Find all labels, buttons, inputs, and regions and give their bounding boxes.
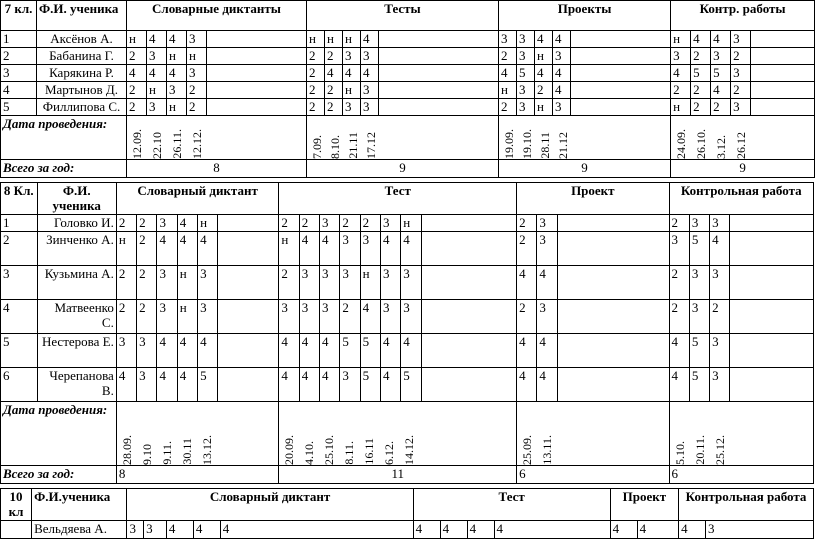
grade-cell: 3 <box>710 266 730 300</box>
grade-cell: 3 <box>361 82 379 99</box>
date-value: 19.09. <box>502 129 517 159</box>
grade-cell: 3 <box>343 99 361 116</box>
date-value: 20.11. <box>692 435 707 465</box>
grade-cell: 3 <box>340 232 360 266</box>
grade-cell: 4 <box>193 521 220 539</box>
student-name: Карякина Р. <box>37 65 127 82</box>
grade-cell: 2 <box>731 82 751 99</box>
name-header: Ф.И.ученика <box>32 489 127 521</box>
grade-cell: н <box>307 31 325 48</box>
grade-cell: 2 <box>340 300 360 334</box>
grade-cell: н <box>177 300 197 334</box>
date-value: 13.11. <box>540 435 555 465</box>
grade-cell: 4 <box>380 232 400 266</box>
grade-cell: 2 <box>137 300 157 334</box>
class-header: 10 кл <box>1 489 32 521</box>
student-name: Матвеенко С. <box>37 300 116 334</box>
grade-cell: 4 <box>299 368 319 402</box>
grade-cell: 4 <box>320 334 340 368</box>
row-number: 1 <box>1 31 37 48</box>
grade-cell: 4 <box>360 300 380 334</box>
date-value: 4.10. <box>302 441 317 465</box>
grade-cell: 4 <box>517 334 537 368</box>
date-value: 6.12. <box>382 441 397 465</box>
table-row <box>1 368 814 402</box>
grade-cell: 2 <box>710 300 730 334</box>
date-value: 9.11. <box>159 441 174 465</box>
student-name: Мартынов Д. <box>37 82 127 99</box>
date-value: 17.12 <box>364 132 378 159</box>
tests-header: Тест <box>413 489 610 521</box>
grade-cell: 2 <box>307 82 325 99</box>
student-name: Зинченко А. <box>37 232 116 266</box>
grade-cell: 2 <box>187 99 207 116</box>
grade-cell: 3 <box>320 300 340 334</box>
grade-cell: 2 <box>116 266 136 300</box>
grade-cell: 3 <box>167 82 187 99</box>
grade-cell: 2 <box>299 215 319 232</box>
grade-cell: 2 <box>671 82 691 99</box>
grade-cell: 5 <box>198 368 218 402</box>
grade-cell: н <box>535 99 553 116</box>
total-label: Всего за год: <box>1 466 117 484</box>
grade-cell: 2 <box>127 48 147 65</box>
grade-cell: 4 <box>679 521 706 539</box>
grade-cell: 3 <box>710 215 730 232</box>
grade-cell: 3 <box>340 368 360 402</box>
grade-cell: 4 <box>380 368 400 402</box>
grade-cell: 2 <box>307 48 325 65</box>
grade-cell: 2 <box>116 300 136 334</box>
class-header: 8 Кл. <box>1 183 38 215</box>
date-value: 24.09. <box>674 129 689 159</box>
grade-cell: 3 <box>320 215 340 232</box>
grade-cell: 2 <box>325 48 343 65</box>
grade-cell: 3 <box>689 215 709 232</box>
grade-cell: 4 <box>299 232 319 266</box>
date-value: 13.12. <box>199 435 214 465</box>
total-projects: 9 <box>499 160 671 178</box>
dict-header: Словарный диктант <box>116 183 279 215</box>
grade-cell: 2 <box>517 215 537 232</box>
grade-cell: 3 <box>137 368 157 402</box>
date-value: 26.10. <box>694 129 709 159</box>
grade-cell: 2 <box>307 99 325 116</box>
date-value: 8.11. <box>342 441 357 465</box>
grade-cell: 2 <box>731 48 751 65</box>
date-value: 5.10. <box>672 441 687 465</box>
grade-cell: 3 <box>517 82 535 99</box>
grade-cell: 3 <box>689 300 709 334</box>
grade-cell: 3 <box>157 300 177 334</box>
row-number: 4 <box>1 300 38 334</box>
student-name: Нестерова Е. <box>37 334 116 368</box>
grade-cell: 4 <box>467 521 494 539</box>
grade-cell: 3 <box>537 215 557 232</box>
grade-cell: н <box>187 48 207 65</box>
total-dict: 8 <box>127 160 307 178</box>
grade-cell: 2 <box>325 82 343 99</box>
date-value: 28.11 <box>538 132 553 159</box>
grade-cell: 3 <box>553 48 571 65</box>
grade-cell: 2 <box>691 99 711 116</box>
grade-cell: 3 <box>137 334 157 368</box>
grade-cell: 4 <box>711 31 731 48</box>
table-row <box>1 31 815 48</box>
grade-cell: 2 <box>499 99 517 116</box>
projects-header: Проекты <box>499 1 671 31</box>
total-kr: 6 <box>669 466 813 484</box>
grade-cell: 4 <box>669 368 689 402</box>
grade-cell: 4 <box>535 65 553 82</box>
grade-cell: 2 <box>691 82 711 99</box>
grade-cell: 4 <box>610 521 637 539</box>
grade-cell: 2 <box>137 232 157 266</box>
grade-cell: 4 <box>279 334 299 368</box>
grade-cell: 2 <box>711 99 731 116</box>
grade-cell: 4 <box>553 31 571 48</box>
table-row <box>1 99 815 116</box>
grade-cell: 4 <box>279 368 299 402</box>
grade-cell: 4 <box>320 232 340 266</box>
grade-cell: 3 <box>380 300 400 334</box>
grade-cell: н <box>343 82 361 99</box>
date-value: 26.12 <box>734 132 749 159</box>
grade-cell: 3 <box>731 99 751 116</box>
grade-cell: 2 <box>116 215 136 232</box>
grade-cell: 4 <box>157 368 177 402</box>
grade-cell: н <box>325 31 343 48</box>
grade-cell: 2 <box>307 65 325 82</box>
grade-cell: 4 <box>116 368 136 402</box>
grade-cell: 3 <box>187 65 207 82</box>
student-name: Головко И. <box>37 215 116 232</box>
row-number: 2 <box>1 48 37 65</box>
tests-header: Тесты <box>307 1 499 31</box>
student-name: Вельдяева А. <box>32 521 127 539</box>
grade-cell: 2 <box>325 99 343 116</box>
grade-cell: 4 <box>553 65 571 82</box>
date-value: 21.12 <box>556 132 571 159</box>
grade-cell: 3 <box>147 48 167 65</box>
table-row <box>1 232 814 266</box>
total-dict: 8 <box>116 466 279 484</box>
grade-cell: н <box>127 31 147 48</box>
dict-header: Словарный диктант <box>127 489 413 521</box>
grade-cell: 4 <box>198 334 218 368</box>
grade-cell: 4 <box>671 65 691 82</box>
grade-cell: н <box>343 31 361 48</box>
grade-cell: 4 <box>517 368 537 402</box>
grade-cell: 5 <box>360 368 380 402</box>
grade-cell: 3 <box>689 266 709 300</box>
grade-cell: 3 <box>537 300 557 334</box>
grade-cell: н <box>360 266 380 300</box>
row-number: 2 <box>1 232 38 266</box>
table-row <box>1 82 815 99</box>
total-tests: 11 <box>279 466 517 484</box>
grade-cell: 2 <box>669 266 689 300</box>
grade-cell: 3 <box>499 31 517 48</box>
row-number: 5 <box>1 334 38 368</box>
grade-cell: 4 <box>325 65 343 82</box>
grade-cell: 4 <box>177 232 197 266</box>
grade-cell: 4 <box>177 368 197 402</box>
table-row <box>1 266 814 300</box>
kr-header: Контрольная работа <box>669 183 813 215</box>
grade-cell: 2 <box>137 215 157 232</box>
table-row <box>1 334 814 368</box>
date-value: 22.10 <box>150 132 164 159</box>
date-value: 21.11 <box>346 132 360 159</box>
total-tests: 9 <box>307 160 499 178</box>
grade-cell: 2 <box>279 266 299 300</box>
grade-cell: 4 <box>127 65 147 82</box>
grade-cell: 4 <box>535 31 553 48</box>
grade-cell: 5 <box>340 334 360 368</box>
grade-cell: 4 <box>669 334 689 368</box>
grade-cell: 2 <box>127 82 147 99</box>
name-header: Ф.И. ученика <box>37 183 116 215</box>
grade-cell: 2 <box>535 82 553 99</box>
row-number: 6 <box>1 368 38 402</box>
grade-cell: н <box>167 99 187 116</box>
grade-cell: 4 <box>553 82 571 99</box>
grade-cell: 4 <box>499 65 517 82</box>
grade-cell: 3 <box>731 65 751 82</box>
grade-cell: 3 <box>299 300 319 334</box>
row-number: 5 <box>1 99 37 116</box>
grade-cell: 2 <box>691 48 711 65</box>
date-value: 8.10. <box>328 135 342 159</box>
kr-header: Контр. работы <box>671 1 815 31</box>
grade-cell: 2 <box>127 99 147 116</box>
grade-cell: 4 <box>401 334 421 368</box>
grade-cell: 3 <box>127 521 144 539</box>
grade-cell: 4 <box>691 31 711 48</box>
grade-cell: 5 <box>401 368 421 402</box>
grade-cell: 4 <box>361 65 379 82</box>
grade-cell: н <box>499 82 517 99</box>
grade-cell: 3 <box>669 232 689 266</box>
dict-header: Словарные диктанты <box>127 1 307 31</box>
date-value: 9.10 <box>139 444 154 465</box>
table-row <box>1 521 814 539</box>
grade-cell: 5 <box>689 334 709 368</box>
grade-cell: 5 <box>689 368 709 402</box>
grade-cell: 3 <box>706 521 814 539</box>
grade-cell: 3 <box>198 266 218 300</box>
grade-cell: 3 <box>147 99 167 116</box>
total-label: Всего за год: <box>1 160 127 178</box>
grade-cell: 4 <box>320 368 340 402</box>
grade-cell: 4 <box>343 65 361 82</box>
table-row <box>1 65 815 82</box>
date-value: 25.09. <box>520 435 535 465</box>
grade-cell: н <box>177 266 197 300</box>
grade-cell: 3 <box>731 31 751 48</box>
grade-cell: 3 <box>380 215 400 232</box>
grade-cell: 4 <box>401 232 421 266</box>
grade7-table <box>0 0 815 178</box>
grade-cell: н <box>671 31 691 48</box>
grade-cell: 4 <box>537 266 557 300</box>
date-value: 12.09. <box>130 129 144 159</box>
grade-cell: 4 <box>220 521 413 539</box>
grade-cell: 3 <box>157 266 177 300</box>
date-value: 25.10. <box>322 435 337 465</box>
date-value: 26.11. <box>170 129 184 159</box>
grade-cell: 4 <box>177 215 197 232</box>
grade-cell: 3 <box>710 334 730 368</box>
grade-cell: 4 <box>157 334 177 368</box>
grade10-table <box>0 488 814 539</box>
grade-cell: 5 <box>691 65 711 82</box>
grade-cell: 2 <box>137 266 157 300</box>
grade-cell: 3 <box>360 232 380 266</box>
grade-cell: 2 <box>340 215 360 232</box>
grade-cell: 3 <box>671 48 691 65</box>
grade-cell: 5 <box>517 65 535 82</box>
grade-cell: 5 <box>711 65 731 82</box>
date-value: 20.09. <box>282 435 297 465</box>
row-number: 3 <box>1 65 37 82</box>
grade-cell: 3 <box>320 266 340 300</box>
grade-cell: 3 <box>340 266 360 300</box>
date-value: 25.12. <box>712 435 727 465</box>
kr-header: Контрольная работа <box>679 489 814 521</box>
table-row <box>1 300 814 334</box>
grade-cell: 3 <box>361 48 379 65</box>
date-value: 30.11 <box>179 438 194 465</box>
grade-cell: н <box>279 232 299 266</box>
grade-cell: н <box>401 215 421 232</box>
grade-cell: 3 <box>157 215 177 232</box>
date-value: 12.12. <box>190 129 204 159</box>
total-projects: 6 <box>517 466 669 484</box>
grade-cell: 4 <box>361 31 379 48</box>
grade-cell: 2 <box>517 300 537 334</box>
student-name: Филлипова С. <box>37 99 127 116</box>
grade-cell: 2 <box>499 48 517 65</box>
grade-cell: 3 <box>537 232 557 266</box>
grade-cell: 4 <box>711 82 731 99</box>
grade-cell: 4 <box>177 334 197 368</box>
grade-cell: 3 <box>380 266 400 300</box>
grade-cell: 3 <box>553 99 571 116</box>
grade-cell: 4 <box>710 232 730 266</box>
grade-cell: 3 <box>517 48 535 65</box>
date-label: Дата проведения: <box>1 116 127 160</box>
grade-cell: 4 <box>537 368 557 402</box>
grade-cell: н <box>671 99 691 116</box>
grade-cell: 2 <box>187 82 207 99</box>
name-header: Ф.И. ученика <box>37 1 127 31</box>
grade-cell: 3 <box>517 31 535 48</box>
grade8-table <box>0 182 814 484</box>
grade-cell: 4 <box>299 334 319 368</box>
grade-cell: 5 <box>360 334 380 368</box>
projects-header: Проект <box>517 183 669 215</box>
date-label: Дата проведения: <box>1 402 117 466</box>
student-name: Черепанова В. <box>37 368 116 402</box>
student-name: Аксёнов А. <box>37 31 127 48</box>
date-value: 28.09. <box>119 435 134 465</box>
table-row <box>1 215 814 232</box>
grade-cell: 4 <box>440 521 467 539</box>
class-header: 7 кл. <box>1 1 37 31</box>
grade-cell: 4 <box>637 521 678 539</box>
grade-cell: 3 <box>198 300 218 334</box>
date-value: 14.12. <box>402 435 417 465</box>
student-name: Бабанина Г. <box>37 48 127 65</box>
grade-cell: 4 <box>167 65 187 82</box>
row-number: 1 <box>1 215 38 232</box>
table-row <box>1 48 815 65</box>
grade-cell: 4 <box>167 31 187 48</box>
grade-cell: н <box>535 48 553 65</box>
date-value: 19.10. <box>520 129 535 159</box>
grade-cell: 4 <box>166 521 193 539</box>
grade-cell: 3 <box>144 521 167 539</box>
total-kr: 9 <box>671 160 815 178</box>
grade-cell: 3 <box>343 48 361 65</box>
grade-cell: н <box>116 232 136 266</box>
grade-cell: 4 <box>198 232 218 266</box>
grade-cell: 4 <box>380 334 400 368</box>
grade-cell: 3 <box>187 31 207 48</box>
grade-cell: 3 <box>517 99 535 116</box>
grade-cell: 3 <box>711 48 731 65</box>
grade-cell: 2 <box>669 300 689 334</box>
grade-cell: 4 <box>517 266 537 300</box>
student-name: Кузьмина А. <box>37 266 116 300</box>
row-number: 3 <box>1 266 38 300</box>
grade-cell: 4 <box>147 31 167 48</box>
date-value: 16.11 <box>362 438 377 465</box>
grade-cell: 3 <box>116 334 136 368</box>
grade-cell: 4 <box>537 334 557 368</box>
grade-cell: 4 <box>413 521 440 539</box>
tests-header: Тест <box>279 183 517 215</box>
grade-cell: н <box>147 82 167 99</box>
grade-cell: 2 <box>669 215 689 232</box>
grade-cell: 3 <box>401 300 421 334</box>
grade-cell: 4 <box>494 521 610 539</box>
grade-cell: 2 <box>517 232 537 266</box>
grade-cell: 3 <box>361 99 379 116</box>
grade-cell: 2 <box>360 215 380 232</box>
grade-cell: 4 <box>147 65 167 82</box>
grade-cell: 3 <box>401 266 421 300</box>
grade-cell: н <box>198 215 218 232</box>
grade-cell: 3 <box>299 266 319 300</box>
grade-cell: н <box>167 48 187 65</box>
grade-cell: 3 <box>279 300 299 334</box>
grade-cell: 5 <box>689 232 709 266</box>
row-number: 4 <box>1 82 37 99</box>
grade-cell: 4 <box>157 232 177 266</box>
projects-header: Проект <box>610 489 678 521</box>
date-value: 7.09. <box>310 135 324 159</box>
grade-cell: 2 <box>279 215 299 232</box>
date-value: 3.12. <box>714 135 729 159</box>
grade-cell: 3 <box>710 368 730 402</box>
